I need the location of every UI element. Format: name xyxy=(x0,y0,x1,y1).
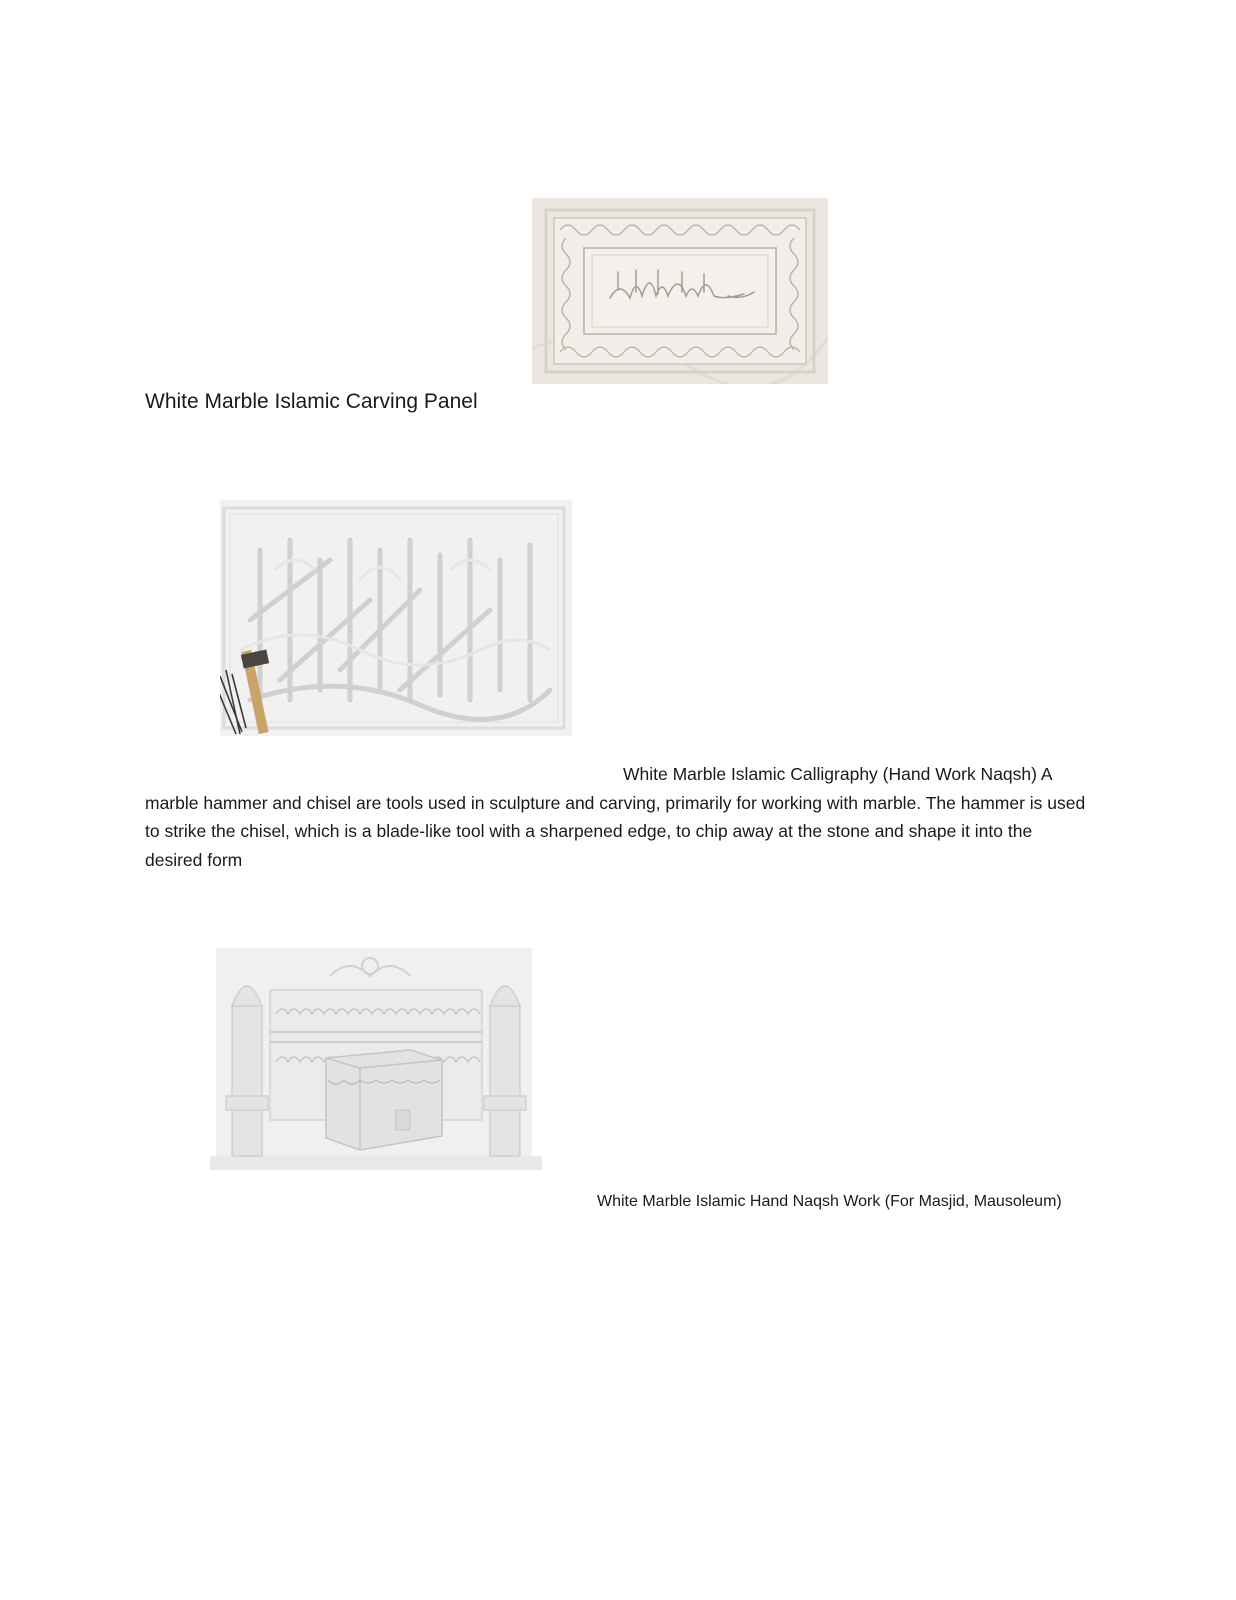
marble-carving-panel-image xyxy=(532,198,828,384)
naqsh-work-caption: White Marble Islamic Hand Naqsh Work (For Masjid, Mausoleum) xyxy=(597,1193,1062,1210)
marble-calligraphy-image xyxy=(220,500,572,736)
marble-naqsh-work-image xyxy=(210,946,542,1170)
panel-caption: White Marble Islamic Carving Panel xyxy=(145,390,478,413)
calligraphy-caption: White Marble Islamic Calligraphy (Hand Work Naqsh) A marble hammer and chisel are tools used in sculpture and carving, primarily for working with marble. The hammer is used to strike the chisel, which is a blade-like tool with a sharpened edge, to chip away at the stone and shape it into the desired form xyxy=(145,764,1086,870)
calligraphy-description xyxy=(145,760,1090,874)
